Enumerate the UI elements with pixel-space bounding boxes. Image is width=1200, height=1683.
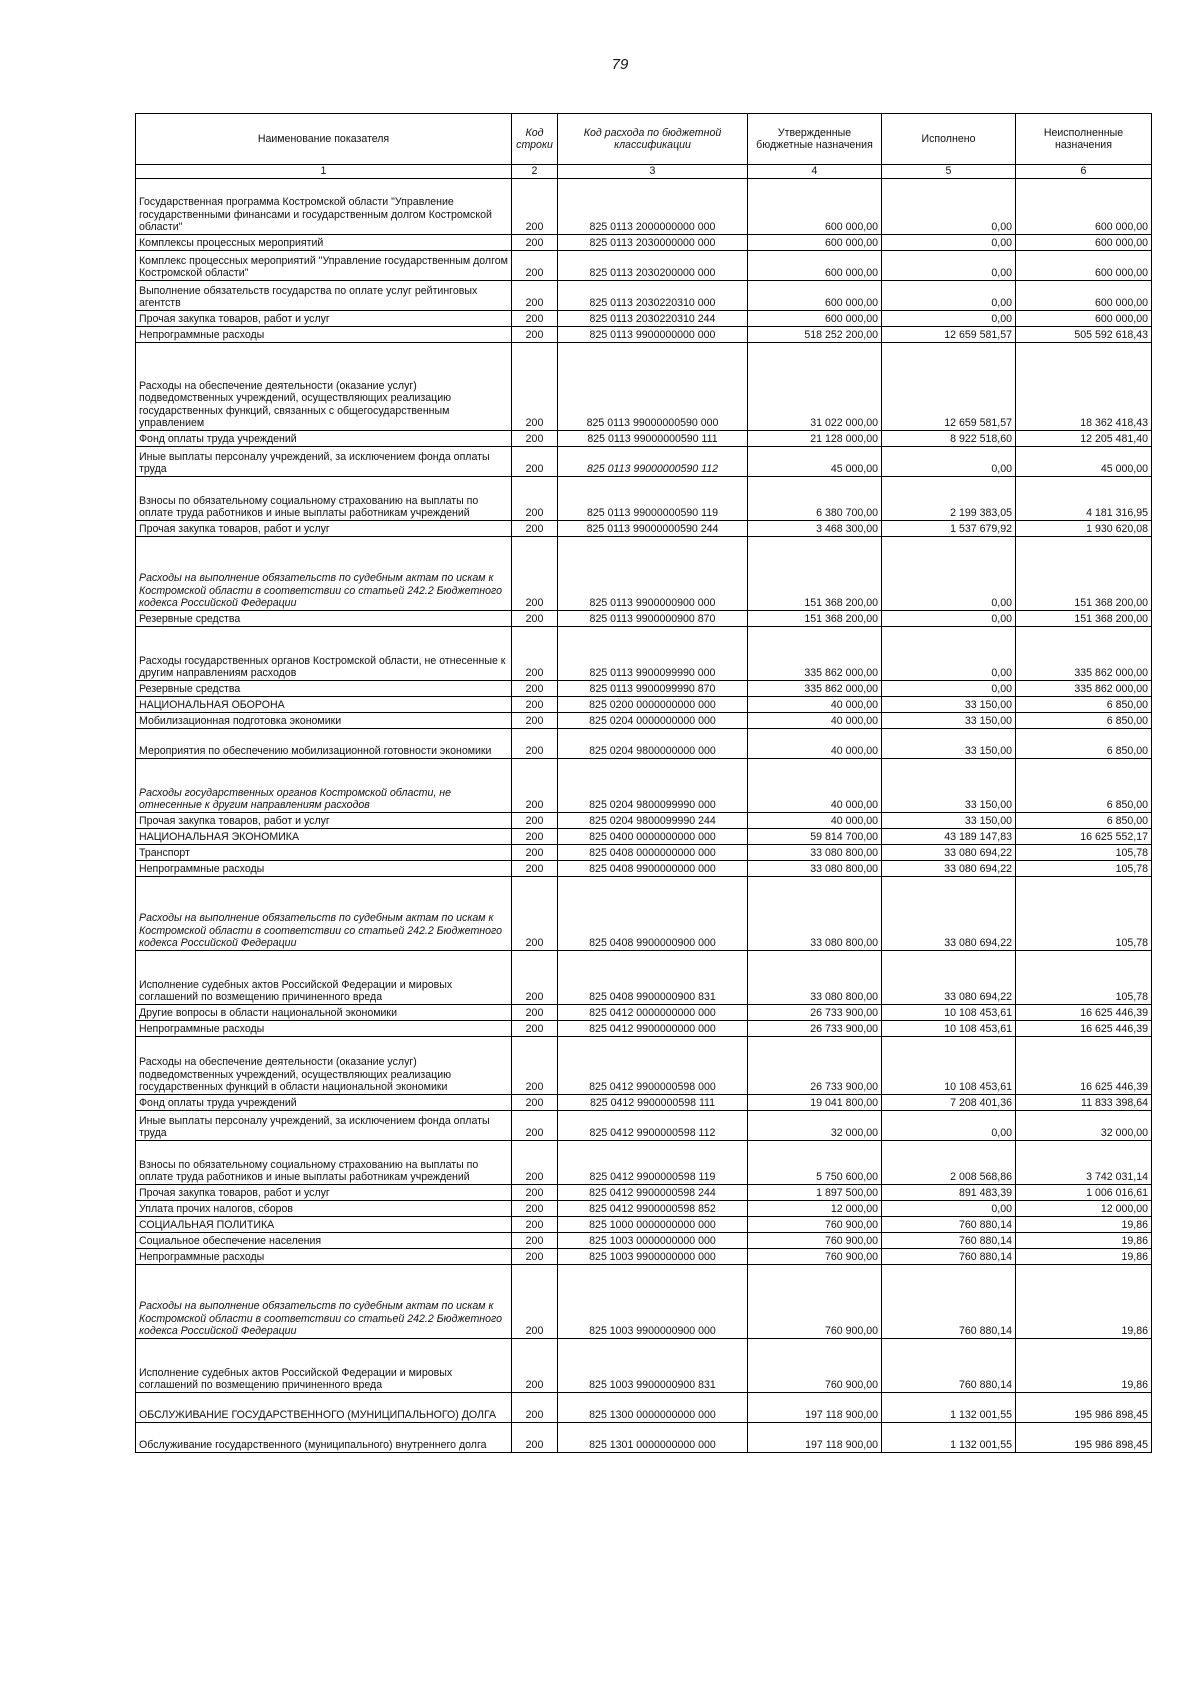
row-unexecuted: 1 006 016,61 xyxy=(1016,1185,1152,1201)
row-classification-code: 825 1300 0000000000 000 xyxy=(558,1393,748,1423)
row-unexecuted: 11 833 398,64 xyxy=(1016,1095,1152,1111)
row-unexecuted: 335 862 000,00 xyxy=(1016,627,1152,681)
row-executed: 33 080 694,22 xyxy=(882,877,1016,951)
row-unexecuted: 19,86 xyxy=(1016,1233,1152,1249)
row-name: Расходы на обеспечение деятельности (оказание услуг) подведомственных учреждений, осуществляющих реализацию государственных функций, связанных с общегосударственным управлением xyxy=(136,343,512,431)
row-classification-code: 825 1301 0000000000 000 xyxy=(558,1423,748,1453)
row-approved: 600 000,00 xyxy=(748,311,882,327)
row-line-code: 200 xyxy=(512,281,558,311)
table-row xyxy=(136,1217,1152,1233)
row-name: Выполнение обязательств государства по оплате услуг рейтинговых агентств xyxy=(136,281,512,311)
table-row xyxy=(136,1185,1152,1201)
row-classification-code: 825 0412 0000000000 000 xyxy=(558,1005,748,1021)
row-name: Взносы по обязательному социальному страхованию на выплаты по оплате труда работников и иные выплаты работникам учреждений xyxy=(136,1141,512,1185)
row-name: Транспорт xyxy=(136,845,512,861)
row-classification-code: 825 1000 0000000000 000 xyxy=(558,1217,748,1233)
row-executed: 760 880,14 xyxy=(882,1265,1016,1339)
header-unexecuted: Неисполненные назначения xyxy=(1016,114,1152,165)
table-row xyxy=(136,281,1152,311)
row-name: Уплата прочих налогов, сборов xyxy=(136,1201,512,1217)
row-name: Прочая закупка товаров, работ и услуг xyxy=(136,1185,512,1201)
row-executed: 10 108 453,61 xyxy=(882,1037,1016,1095)
row-unexecuted: 105,78 xyxy=(1016,845,1152,861)
row-unexecuted: 4 181 316,95 xyxy=(1016,477,1152,521)
row-approved: 26 733 900,00 xyxy=(748,1005,882,1021)
row-line-code: 200 xyxy=(512,1111,558,1141)
row-line-code: 200 xyxy=(512,1233,558,1249)
row-classification-code: 825 0113 9900000000 000 xyxy=(558,327,748,343)
row-line-code: 200 xyxy=(512,1185,558,1201)
table-row xyxy=(136,877,1152,951)
row-classification-code: 825 0204 9800000000 000 xyxy=(558,729,748,759)
row-name: Другие вопросы в области национальной экономики xyxy=(136,1005,512,1021)
row-executed: 0,00 xyxy=(882,281,1016,311)
row-unexecuted: 3 742 031,14 xyxy=(1016,1141,1152,1185)
row-classification-code: 825 0204 0000000000 000 xyxy=(558,713,748,729)
table-row xyxy=(136,251,1152,281)
row-classification-code: 825 0113 99000000590 000 xyxy=(558,343,748,431)
row-classification-code: 825 0412 9900000598 112 xyxy=(558,1111,748,1141)
row-unexecuted: 6 850,00 xyxy=(1016,697,1152,713)
header-approved: Утвержденные бюджетные назначения xyxy=(748,114,882,165)
row-unexecuted: 6 850,00 xyxy=(1016,729,1152,759)
row-approved: 21 128 000,00 xyxy=(748,431,882,447)
row-unexecuted: 195 986 898,45 xyxy=(1016,1393,1152,1423)
row-name: НАЦИОНАЛЬНАЯ ОБОРОНА xyxy=(136,697,512,713)
table-row xyxy=(136,951,1152,1005)
row-approved: 197 118 900,00 xyxy=(748,1423,882,1453)
row-unexecuted: 16 625 446,39 xyxy=(1016,1037,1152,1095)
row-executed: 33 150,00 xyxy=(882,729,1016,759)
row-classification-code: 825 0113 9900000900 870 xyxy=(558,611,748,627)
row-line-code: 200 xyxy=(512,447,558,477)
row-name: Прочая закупка товаров, работ и услуг xyxy=(136,813,512,829)
row-unexecuted: 6 850,00 xyxy=(1016,713,1152,729)
row-line-code: 200 xyxy=(512,759,558,813)
row-classification-code: 825 0113 9900099990 870 xyxy=(558,681,748,697)
table-row xyxy=(136,829,1152,845)
row-line-code: 200 xyxy=(512,627,558,681)
table-row xyxy=(136,1265,1152,1339)
row-unexecuted: 105,78 xyxy=(1016,951,1152,1005)
row-unexecuted: 18 362 418,43 xyxy=(1016,343,1152,431)
row-classification-code: 825 0408 9900000900 000 xyxy=(558,877,748,951)
table-row xyxy=(136,1095,1152,1111)
table-row xyxy=(136,1249,1152,1265)
table-row xyxy=(136,179,1152,235)
row-name: Комплексы процессных мероприятий xyxy=(136,235,512,251)
row-approved: 12 000,00 xyxy=(748,1201,882,1217)
row-executed: 33 150,00 xyxy=(882,697,1016,713)
table-row xyxy=(136,1423,1152,1453)
row-executed: 0,00 xyxy=(882,311,1016,327)
row-approved: 335 862 000,00 xyxy=(748,681,882,697)
row-line-code: 200 xyxy=(512,697,558,713)
row-approved: 600 000,00 xyxy=(748,235,882,251)
row-classification-code: 825 0113 2030200000 000 xyxy=(558,251,748,281)
row-executed: 0,00 xyxy=(882,251,1016,281)
table-row xyxy=(136,729,1152,759)
row-line-code: 200 xyxy=(512,1393,558,1423)
row-unexecuted: 105,78 xyxy=(1016,877,1152,951)
column-number: 4 xyxy=(748,165,882,179)
row-name: Обслуживание государственного (муниципального) внутреннего долга xyxy=(136,1423,512,1453)
row-unexecuted: 6 850,00 xyxy=(1016,759,1152,813)
row-unexecuted: 505 592 618,43 xyxy=(1016,327,1152,343)
row-approved: 26 733 900,00 xyxy=(748,1021,882,1037)
row-executed: 760 880,14 xyxy=(882,1339,1016,1393)
row-approved: 33 080 800,00 xyxy=(748,861,882,877)
row-approved: 335 862 000,00 xyxy=(748,627,882,681)
row-name: Расходы на обеспечение деятельности (оказание услуг) подведомственных учреждений, осуществляющих реализацию государственных функций в области национальной экономики xyxy=(136,1037,512,1095)
row-line-code: 200 xyxy=(512,1201,558,1217)
row-name: Фонд оплаты труда учреждений xyxy=(136,431,512,447)
header-indicator-name: Наименование показателя xyxy=(136,114,512,165)
header-classification-code: Код расхода по бюджетной классификации xyxy=(558,114,748,165)
row-name: Иные выплаты персоналу учреждений, за исключением фонда оплаты труда xyxy=(136,1111,512,1141)
row-name: Государственная программа Костромской области "Управление государственными финансами и государственным долгом Костромской области" xyxy=(136,179,512,235)
row-executed: 760 880,14 xyxy=(882,1249,1016,1265)
row-classification-code: 825 0113 99000000590 112 xyxy=(558,447,748,477)
row-line-code: 200 xyxy=(512,1037,558,1095)
row-executed: 0,00 xyxy=(882,611,1016,627)
row-classification-code: 825 0400 0000000000 000 xyxy=(558,829,748,845)
row-name: Непрограммные расходы xyxy=(136,327,512,343)
row-executed: 10 108 453,61 xyxy=(882,1021,1016,1037)
row-approved: 5 750 600,00 xyxy=(748,1141,882,1185)
row-line-code: 200 xyxy=(512,343,558,431)
row-line-code: 200 xyxy=(512,951,558,1005)
row-executed: 2 008 568,86 xyxy=(882,1141,1016,1185)
row-line-code: 200 xyxy=(512,829,558,845)
row-classification-code: 825 0200 0000000000 000 xyxy=(558,697,748,713)
table-row xyxy=(136,1037,1152,1095)
row-approved: 33 080 800,00 xyxy=(748,951,882,1005)
row-unexecuted: 105,78 xyxy=(1016,861,1152,877)
row-approved: 40 000,00 xyxy=(748,697,882,713)
row-unexecuted: 19,86 xyxy=(1016,1249,1152,1265)
table-row xyxy=(136,327,1152,343)
table-row xyxy=(136,1005,1152,1021)
table-row xyxy=(136,1233,1152,1249)
row-name: Прочая закупка товаров, работ и услуг xyxy=(136,311,512,327)
table-row xyxy=(136,311,1152,327)
row-classification-code: 825 0113 2030220310 244 xyxy=(558,311,748,327)
row-executed: 891 483,39 xyxy=(882,1185,1016,1201)
row-approved: 40 000,00 xyxy=(748,759,882,813)
row-executed: 0,00 xyxy=(882,1111,1016,1141)
row-unexecuted: 1 930 620,08 xyxy=(1016,521,1152,537)
row-classification-code: 825 0113 99000000590 111 xyxy=(558,431,748,447)
row-approved: 33 080 800,00 xyxy=(748,877,882,951)
row-approved: 59 814 700,00 xyxy=(748,829,882,845)
row-unexecuted: 600 000,00 xyxy=(1016,251,1152,281)
row-classification-code: 825 0113 2030220310 000 xyxy=(558,281,748,311)
row-unexecuted: 600 000,00 xyxy=(1016,179,1152,235)
row-classification-code: 825 0408 9900000900 831 xyxy=(558,951,748,1005)
row-classification-code: 825 0412 9900000598 244 xyxy=(558,1185,748,1201)
table-row xyxy=(136,477,1152,521)
row-unexecuted: 151 368 200,00 xyxy=(1016,537,1152,611)
row-approved: 151 368 200,00 xyxy=(748,537,882,611)
row-executed: 0,00 xyxy=(882,235,1016,251)
row-approved: 40 000,00 xyxy=(748,813,882,829)
row-approved: 1 897 500,00 xyxy=(748,1185,882,1201)
row-classification-code: 825 0408 9900000000 000 xyxy=(558,861,748,877)
row-unexecuted: 335 862 000,00 xyxy=(1016,681,1152,697)
table-row xyxy=(136,1201,1152,1217)
table-row xyxy=(136,521,1152,537)
row-approved: 760 900,00 xyxy=(748,1233,882,1249)
table-row xyxy=(136,235,1152,251)
row-name: Расходы на выполнение обязательств по судебным актам по искам к Костромской области в соответствии со статьей 242.2 Бюджетного кодекса Российской Федерации xyxy=(136,537,512,611)
row-classification-code: 825 0412 9900000598 111 xyxy=(558,1095,748,1111)
table-row xyxy=(136,447,1152,477)
row-name: Резервные средства xyxy=(136,611,512,627)
table-row xyxy=(136,845,1152,861)
row-unexecuted: 195 986 898,45 xyxy=(1016,1423,1152,1453)
row-unexecuted: 19,86 xyxy=(1016,1217,1152,1233)
row-approved: 151 368 200,00 xyxy=(748,611,882,627)
row-executed: 10 108 453,61 xyxy=(882,1005,1016,1021)
row-classification-code: 825 0113 2030000000 000 xyxy=(558,235,748,251)
row-line-code: 200 xyxy=(512,1423,558,1453)
row-unexecuted: 6 850,00 xyxy=(1016,813,1152,829)
row-name: Резервные средства xyxy=(136,681,512,697)
row-approved: 600 000,00 xyxy=(748,179,882,235)
row-unexecuted: 16 625 446,39 xyxy=(1016,1005,1152,1021)
column-number: 3 xyxy=(558,165,748,179)
row-classification-code: 825 0408 0000000000 000 xyxy=(558,845,748,861)
row-line-code: 200 xyxy=(512,1141,558,1185)
row-unexecuted: 19,86 xyxy=(1016,1265,1152,1339)
row-executed: 12 659 581,57 xyxy=(882,343,1016,431)
row-line-code: 200 xyxy=(512,327,558,343)
row-name: Исполнение судебных актов Российской Федерации и мировых соглашений по возмещению причиненного вреда xyxy=(136,951,512,1005)
row-executed: 12 659 581,57 xyxy=(882,327,1016,343)
row-classification-code: 825 0412 9900000598 119 xyxy=(558,1141,748,1185)
row-name: Мероприятия по обеспечению мобилизационной готовности экономики xyxy=(136,729,512,759)
row-classification-code: 825 0412 9900000000 000 xyxy=(558,1021,748,1037)
row-unexecuted: 16 625 446,39 xyxy=(1016,1021,1152,1037)
row-line-code: 200 xyxy=(512,713,558,729)
column-number: 5 xyxy=(882,165,1016,179)
header-line-code: Код строки xyxy=(512,114,558,165)
row-name: Социальное обеспечение населения xyxy=(136,1233,512,1249)
row-approved: 197 118 900,00 xyxy=(748,1393,882,1423)
table-row xyxy=(136,1111,1152,1141)
row-name: Комплекс процессных мероприятий "Управление государственным долгом Костромской области" xyxy=(136,251,512,281)
row-line-code: 200 xyxy=(512,1095,558,1111)
page-number: 79 xyxy=(611,56,629,73)
column-number: 1 xyxy=(136,165,512,179)
row-executed: 0,00 xyxy=(882,179,1016,235)
table-row xyxy=(136,343,1152,431)
row-executed: 7 208 401,36 xyxy=(882,1095,1016,1111)
row-line-code: 200 xyxy=(512,431,558,447)
row-line-code: 200 xyxy=(512,251,558,281)
row-name: Исполнение судебных актов Российской Федерации и мировых соглашений по возмещению причиненного вреда xyxy=(136,1339,512,1393)
row-approved: 760 900,00 xyxy=(748,1339,882,1393)
table-row xyxy=(136,1021,1152,1037)
table-row xyxy=(136,1141,1152,1185)
row-line-code: 200 xyxy=(512,813,558,829)
row-name: Взносы по обязательному социальному страхованию на выплаты по оплате труда работников и иные выплаты работникам учреждений xyxy=(136,477,512,521)
row-line-code: 200 xyxy=(512,179,558,235)
row-executed: 1 537 679,92 xyxy=(882,521,1016,537)
row-executed: 0,00 xyxy=(882,627,1016,681)
row-classification-code: 825 0204 9800099990 000 xyxy=(558,759,748,813)
row-line-code: 200 xyxy=(512,861,558,877)
row-line-code: 200 xyxy=(512,845,558,861)
row-executed: 8 922 518,60 xyxy=(882,431,1016,447)
table-row xyxy=(136,759,1152,813)
row-line-code: 200 xyxy=(512,1339,558,1393)
row-line-code: 200 xyxy=(512,1265,558,1339)
row-approved: 760 900,00 xyxy=(748,1249,882,1265)
header-row xyxy=(136,114,1152,165)
row-line-code: 200 xyxy=(512,1021,558,1037)
row-name: Непрограммные расходы xyxy=(136,861,512,877)
table-row xyxy=(136,697,1152,713)
row-unexecuted: 32 000,00 xyxy=(1016,1111,1152,1141)
row-name: Расходы государственных органов Костромской области, не отнесенные к другим направлениям расходов xyxy=(136,627,512,681)
row-classification-code: 825 0113 99000000590 119 xyxy=(558,477,748,521)
row-classification-code: 825 0412 9900000598 852 xyxy=(558,1201,748,1217)
row-approved: 6 380 700,00 xyxy=(748,477,882,521)
row-approved: 518 252 200,00 xyxy=(748,327,882,343)
row-name: НАЦИОНАЛЬНАЯ ЭКОНОМИКА xyxy=(136,829,512,845)
row-line-code: 200 xyxy=(512,611,558,627)
row-classification-code: 825 0113 2000000000 000 xyxy=(558,179,748,235)
column-number-row xyxy=(136,165,1152,179)
row-approved: 33 080 800,00 xyxy=(748,845,882,861)
row-executed: 0,00 xyxy=(882,447,1016,477)
table-row xyxy=(136,813,1152,829)
row-executed: 33 150,00 xyxy=(882,759,1016,813)
row-approved: 31 022 000,00 xyxy=(748,343,882,431)
row-unexecuted: 151 368 200,00 xyxy=(1016,611,1152,627)
row-name: СОЦИАЛЬНАЯ ПОЛИТИКА xyxy=(136,1217,512,1233)
header-executed: Исполнено xyxy=(882,114,1016,165)
row-executed: 0,00 xyxy=(882,681,1016,697)
row-executed: 1 132 001,55 xyxy=(882,1393,1016,1423)
table-body xyxy=(136,179,1152,1453)
row-name: Прочая закупка товаров, работ и услуг xyxy=(136,521,512,537)
row-approved: 32 000,00 xyxy=(748,1111,882,1141)
row-executed: 33 150,00 xyxy=(882,813,1016,829)
row-executed: 760 880,14 xyxy=(882,1233,1016,1249)
row-classification-code: 825 1003 0000000000 000 xyxy=(558,1233,748,1249)
row-unexecuted: 19,86 xyxy=(1016,1339,1152,1393)
row-approved: 26 733 900,00 xyxy=(748,1037,882,1095)
row-approved: 19 041 800,00 xyxy=(748,1095,882,1111)
table-row xyxy=(136,537,1152,611)
row-line-code: 200 xyxy=(512,235,558,251)
row-executed: 760 880,14 xyxy=(882,1217,1016,1233)
row-line-code: 200 xyxy=(512,521,558,537)
row-name: ОБСЛУЖИВАНИЕ ГОСУДАРСТВЕННОГО (МУНИЦИПАЛЬНОГО) ДОЛГА xyxy=(136,1393,512,1423)
row-line-code: 200 xyxy=(512,877,558,951)
row-line-code: 200 xyxy=(512,681,558,697)
row-line-code: 200 xyxy=(512,729,558,759)
row-unexecuted: 600 000,00 xyxy=(1016,281,1152,311)
row-executed: 0,00 xyxy=(882,537,1016,611)
row-executed: 2 199 383,05 xyxy=(882,477,1016,521)
row-approved: 600 000,00 xyxy=(748,251,882,281)
row-executed: 0,00 xyxy=(882,1201,1016,1217)
row-line-code: 200 xyxy=(512,311,558,327)
row-classification-code: 825 0113 9900000900 000 xyxy=(558,537,748,611)
row-executed: 33 150,00 xyxy=(882,713,1016,729)
row-approved: 3 468 300,00 xyxy=(748,521,882,537)
row-classification-code: 825 1003 9900000000 000 xyxy=(558,1249,748,1265)
row-classification-code: 825 0412 9900000598 000 xyxy=(558,1037,748,1095)
row-classification-code: 825 1003 9900000900 000 xyxy=(558,1265,748,1339)
column-number: 6 xyxy=(1016,165,1152,179)
row-classification-code: 825 0113 99000000590 244 xyxy=(558,521,748,537)
row-classification-code: 825 1003 9900000900 831 xyxy=(558,1339,748,1393)
row-name: Расходы на выполнение обязательств по судебным актам по искам к Костромской области в соответствии со статьей 242.2 Бюджетного кодекса Российской Федерации xyxy=(136,877,512,951)
table-row xyxy=(136,713,1152,729)
row-approved: 760 900,00 xyxy=(748,1217,882,1233)
table-row xyxy=(136,611,1152,627)
row-name: Расходы государственных органов Костромской области, не отнесенные к другим направлениям расходов xyxy=(136,759,512,813)
row-approved: 760 900,00 xyxy=(748,1265,882,1339)
row-line-code: 200 xyxy=(512,1217,558,1233)
row-name: Непрограммные расходы xyxy=(136,1021,512,1037)
row-line-code: 200 xyxy=(512,1249,558,1265)
row-approved: 40 000,00 xyxy=(748,713,882,729)
column-number: 2 xyxy=(512,165,558,179)
row-name: Фонд оплаты труда учреждений xyxy=(136,1095,512,1111)
row-unexecuted: 600 000,00 xyxy=(1016,311,1152,327)
row-line-code: 200 xyxy=(512,477,558,521)
row-unexecuted: 16 625 552,17 xyxy=(1016,829,1152,845)
row-approved: 40 000,00 xyxy=(748,729,882,759)
row-line-code: 200 xyxy=(512,1005,558,1021)
row-name: Непрограммные расходы xyxy=(136,1249,512,1265)
table-row xyxy=(136,627,1152,681)
row-unexecuted: 45 000,00 xyxy=(1016,447,1152,477)
row-name: Иные выплаты персоналу учреждений, за исключением фонда оплаты труда xyxy=(136,447,512,477)
row-name: Мобилизационная подготовка экономики xyxy=(136,713,512,729)
row-unexecuted: 600 000,00 xyxy=(1016,235,1152,251)
row-classification-code: 825 0113 9900099990 000 xyxy=(558,627,748,681)
table-row xyxy=(136,861,1152,877)
row-executed: 33 080 694,22 xyxy=(882,845,1016,861)
row-executed: 33 080 694,22 xyxy=(882,951,1016,1005)
table-row xyxy=(136,1393,1152,1423)
row-unexecuted: 12 000,00 xyxy=(1016,1201,1152,1217)
row-name: Расходы на выполнение обязательств по судебным актам по искам к Костромской области в соответствии со статьей 242.2 Бюджетного кодекса Российской Федерации xyxy=(136,1265,512,1339)
row-unexecuted: 12 205 481,40 xyxy=(1016,431,1152,447)
table-row xyxy=(136,431,1152,447)
row-executed: 43 189 147,83 xyxy=(882,829,1016,845)
row-classification-code: 825 0204 9800099990 244 xyxy=(558,813,748,829)
budget-execution-table xyxy=(135,113,1152,1453)
row-approved: 45 000,00 xyxy=(748,447,882,477)
row-approved: 600 000,00 xyxy=(748,281,882,311)
table-row xyxy=(136,681,1152,697)
row-executed: 1 132 001,55 xyxy=(882,1423,1016,1453)
table-row xyxy=(136,1339,1152,1393)
row-line-code: 200 xyxy=(512,537,558,611)
row-executed: 33 080 694,22 xyxy=(882,861,1016,877)
